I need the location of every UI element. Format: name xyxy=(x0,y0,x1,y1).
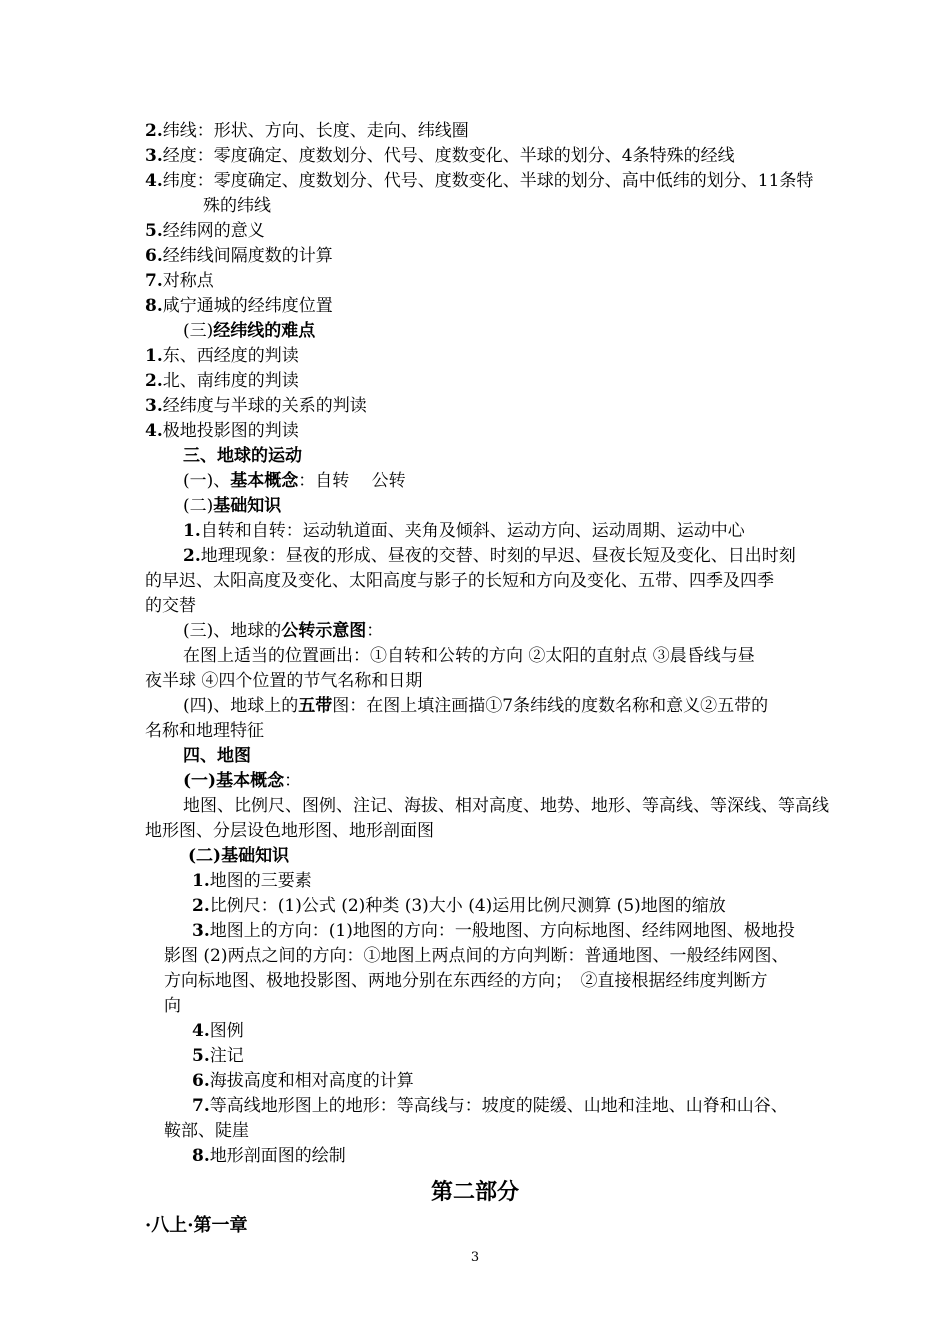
text-line: 方向标地图、极地投影图、两地分别在东西经的方向； ②直接根据经纬度判断方 xyxy=(164,971,768,991)
text-line: 地图、比例尺、图例、注记、海拔、相对高度、地势、地形、等高线、等深线、等高线 xyxy=(183,796,829,816)
text-line: 4.纬度：零度确定、度数划分、代号、度数变化、半球的划分、高中低纬的划分、11条特 xyxy=(145,171,814,191)
text-line: 6.海拔高度和相对高度的计算 xyxy=(192,1071,414,1091)
text-line: 1.自转和自转：运动轨道面、夹角及倾斜、运动方向、运动周期、运动中心 xyxy=(183,521,745,541)
text-line: 7.对称点 xyxy=(145,271,214,291)
text-line: 5.注记 xyxy=(192,1046,244,1066)
chapter-title: ·八上·第一章 xyxy=(145,1215,248,1236)
text-line: 夜半球 ④四个位置的节气名称和日期 xyxy=(145,671,423,691)
text-line: (三)、地球的公转示意图： xyxy=(183,621,384,641)
text-line: 4.极地投影图的判读 xyxy=(145,421,299,441)
text-line: 影图 (2)两点之间的方向：①地图上两点间的方向判断：普通地图、一般经纬网图、 xyxy=(164,946,789,966)
section-heading: (一)基本概念： xyxy=(183,771,302,791)
text-line: 4.图例 xyxy=(192,1021,244,1041)
text-line: 1.地图的三要素 xyxy=(192,871,312,891)
text-line: 8.地形剖面图的绘制 xyxy=(192,1146,346,1166)
text-line: 2.比例尺：(1)公式 (2)种类 (3)大小 (4)运用比例尺测算 (5)地图的缩放 xyxy=(192,896,726,916)
text-line: 2.北、南纬度的判读 xyxy=(145,371,299,391)
text-line: 殊的纬线 xyxy=(203,196,271,216)
part-title: 第二部分 xyxy=(430,1179,519,1205)
section-heading: (三)经纬线的难点 xyxy=(183,321,316,341)
text-line: 7.等高线地形图上的地形：等高线与：坡度的陡缓、山地和洼地、山脊和山谷、 xyxy=(192,1096,788,1116)
text-line: 的早迟、太阳高度及变化、太阳高度与影子的长短和方向及变化、五带、四季及四季 xyxy=(145,571,774,591)
text-line: 3.经度：零度确定、度数划分、代号、度数变化、半球的划分、4条特殊的经线 xyxy=(145,146,735,166)
text-line: 5.经纬网的意义 xyxy=(145,221,265,241)
text-line: 向 xyxy=(164,996,181,1016)
text-line: 6.经纬线间隔度数的计算 xyxy=(145,246,333,266)
text-line: 3.地图上的方向：(1)地图的方向：一般地图、方向标地图、经纬网地图、极地投 xyxy=(192,921,795,941)
section-heading: 四、地图 xyxy=(183,746,251,766)
text-line: 8.咸宁通城的经纬度位置 xyxy=(145,296,333,316)
text-line: 名称和地理特征 xyxy=(145,721,264,741)
text-line: 地形图、分层设色地形图、地形剖面图 xyxy=(145,821,434,841)
text-line: 3.经纬度与半球的关系的判读 xyxy=(145,396,367,416)
text-line: 的交替 xyxy=(145,596,196,616)
text-line: 在图上适当的位置画出：①自转和公转的方向 ②太阳的直射点 ③晨昏线与昼 xyxy=(183,646,755,666)
section-heading: (二)基础知识 xyxy=(188,846,290,866)
text-line: (四)、地球上的五带图：在图上填注画描①7条纬线的度数名称和意义②五带的 xyxy=(183,696,769,716)
section-heading: (二)基础知识 xyxy=(183,496,282,516)
text-line: 2.纬线：形状、方向、长度、走向、纬线圈 xyxy=(145,121,469,141)
text-line: (一)、基本概念：自转 公转 xyxy=(183,471,406,491)
page-number: 3 xyxy=(470,1250,480,1265)
section-heading: 三、地球的运动 xyxy=(183,446,302,466)
text-line: 1.东、西经度的判读 xyxy=(145,346,299,366)
text-line: 鞍部、陡崖 xyxy=(164,1121,249,1141)
text-line: 2.地理现象：昼夜的形成、昼夜的交替、时刻的早迟、昼夜长短及变化、日出时刻 xyxy=(183,546,796,566)
